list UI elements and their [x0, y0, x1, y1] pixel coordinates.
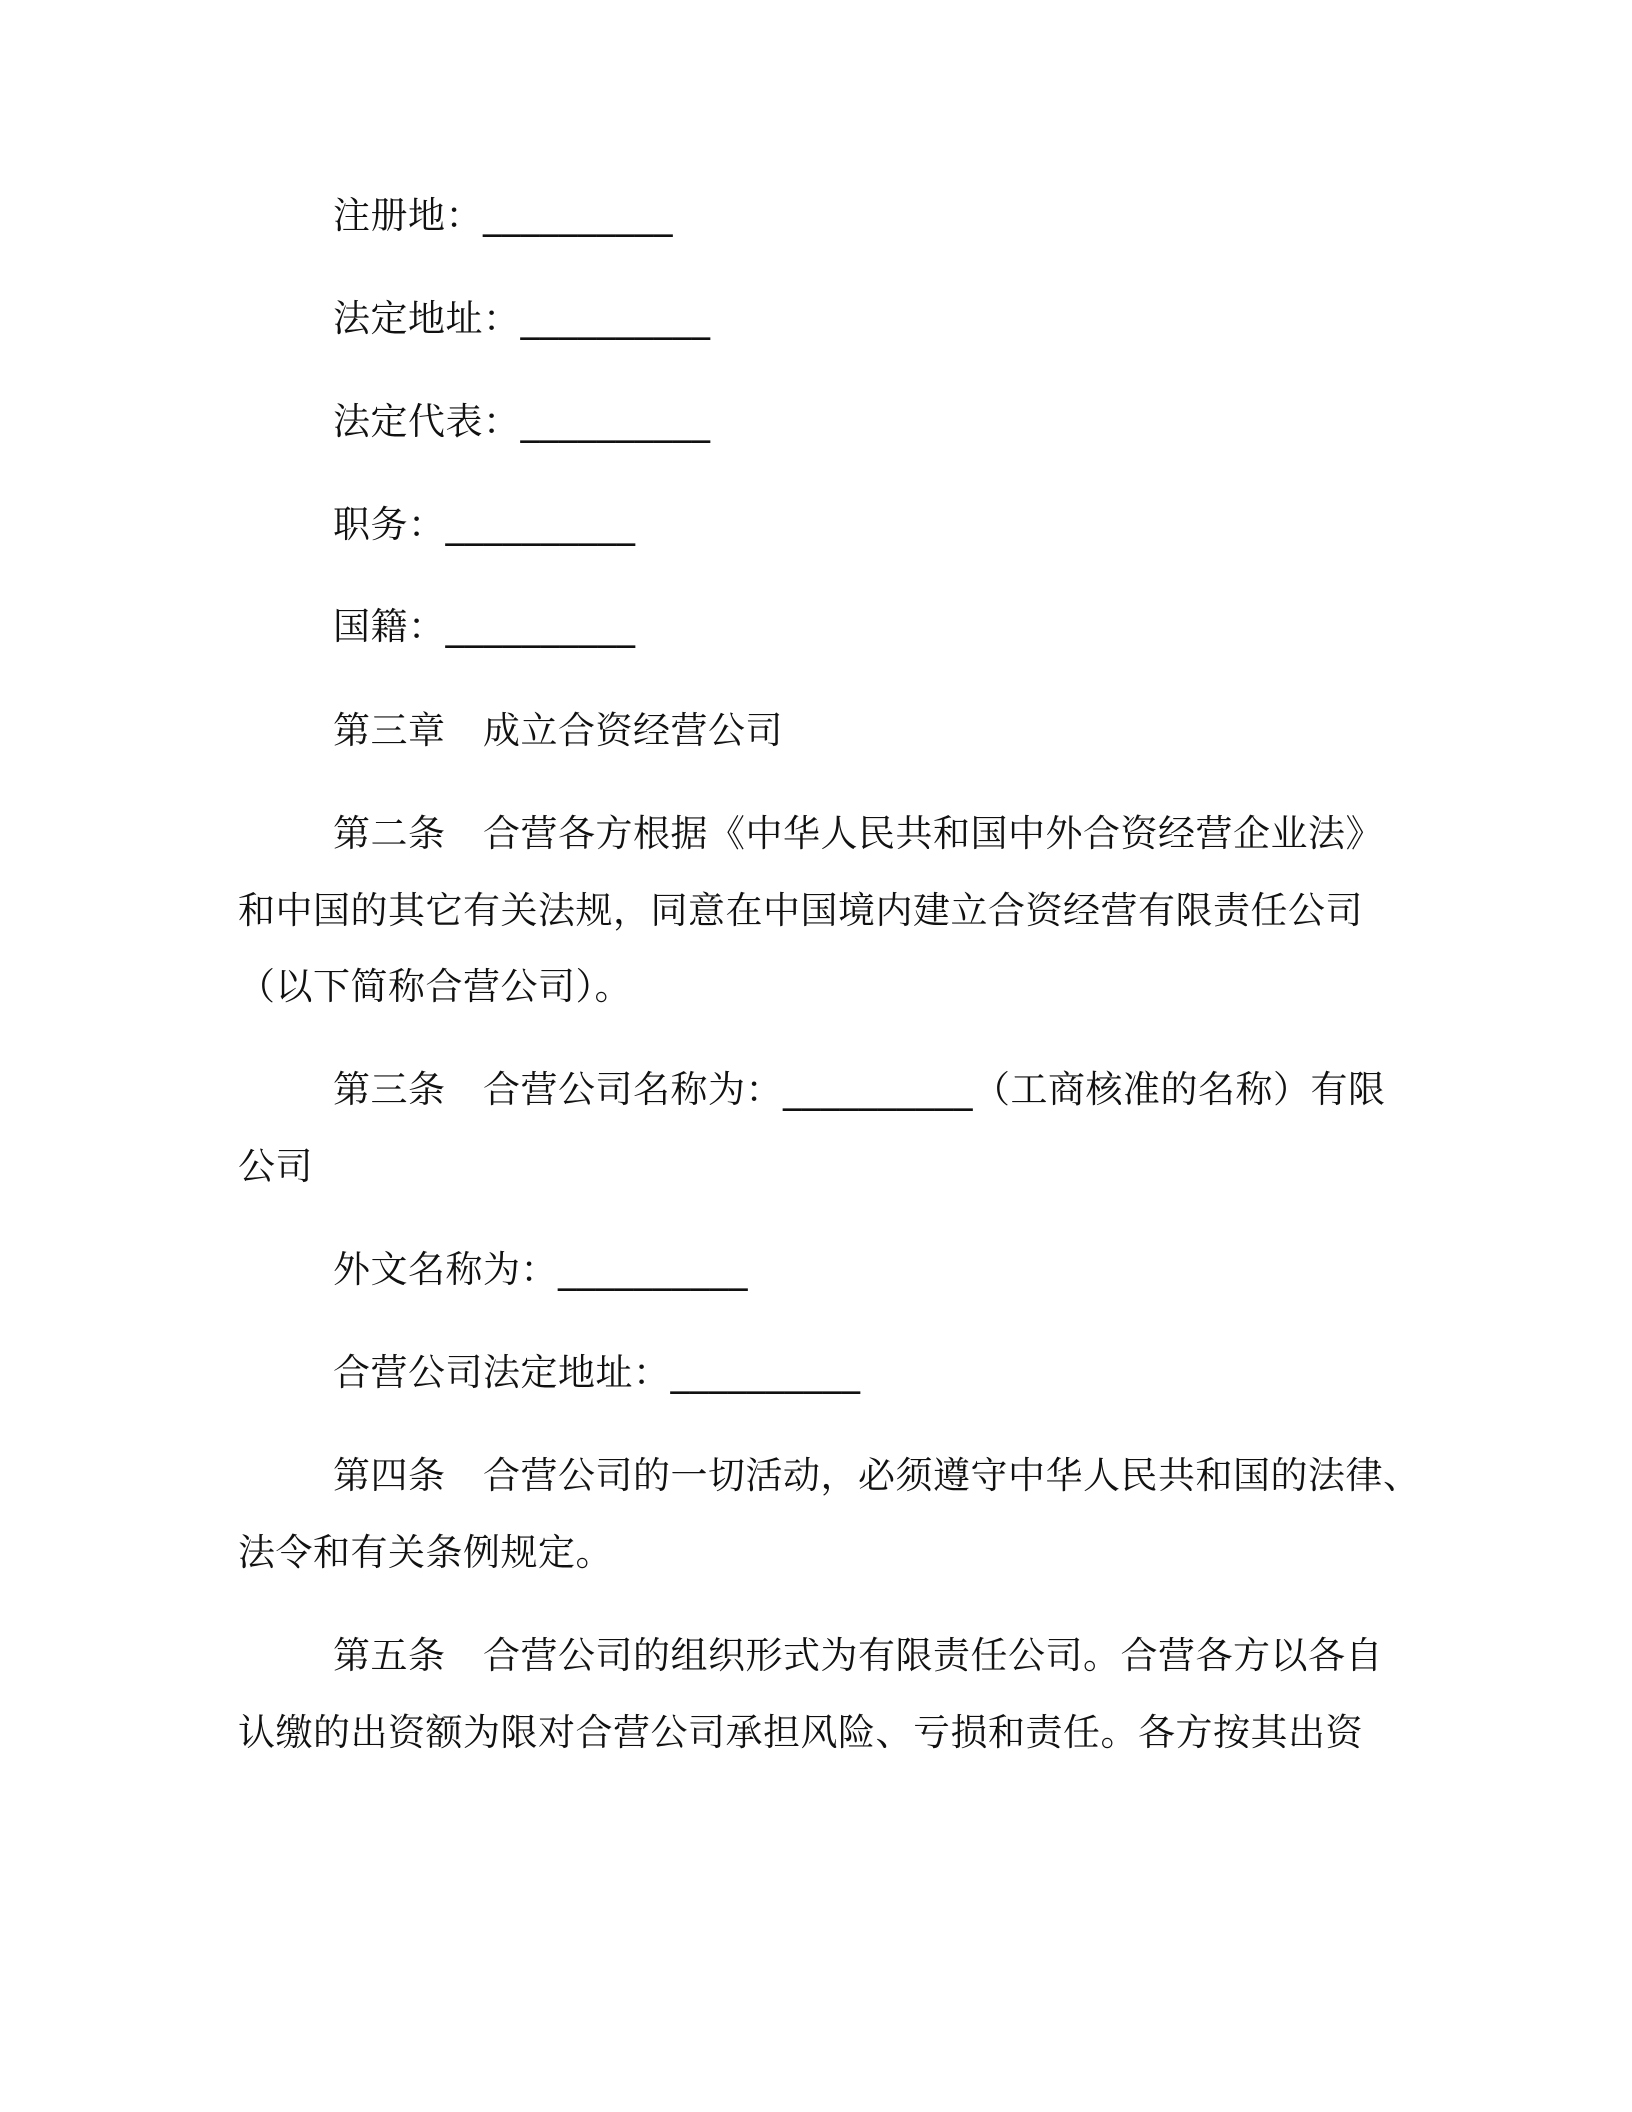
field-nationality: 国籍：__________: [333, 605, 636, 648]
field-jv-legal-address: 合营公司法定地址：__________: [333, 1351, 861, 1394]
article-3-line-1: 第三条 合营公司名称为：__________（工商核准的名称）有限: [333, 1068, 1386, 1111]
field-position: 职务：__________: [333, 503, 636, 546]
article-2-line-1: 第二条 合营各方根据《中华人民共和国中外合资经营企业法》: [333, 812, 1383, 855]
article-4-line-2: 法令和有关条例规定。: [238, 1531, 613, 1574]
article-2-line-3: （以下简称合营公司）。: [238, 965, 632, 1008]
article-4-line-1: 第四条 合营公司的一切活动，必须遵守中华人民共和国的法律、: [333, 1454, 1421, 1497]
field-registered-place: 注册地：__________: [333, 194, 673, 237]
article-3-line-2: 公司: [238, 1145, 313, 1188]
article-5-line-2: 认缴的出资额为限对合营公司承担风险、亏损和责任。各方按其出资: [238, 1711, 1363, 1754]
field-legal-address: 法定地址：__________: [333, 297, 711, 340]
field-legal-representative: 法定代表：__________: [333, 400, 711, 443]
chapter-heading: 第三章 成立合资经营公司: [333, 709, 783, 752]
field-foreign-name: 外文名称为：__________: [333, 1248, 748, 1291]
article-2-line-2: 和中国的其它有关法规，同意在中国境内建立合资经营有限责任公司: [238, 889, 1363, 932]
article-5-line-1: 第五条 合营公司的组织形式为有限责任公司。合营各方以各自: [333, 1634, 1383, 1677]
